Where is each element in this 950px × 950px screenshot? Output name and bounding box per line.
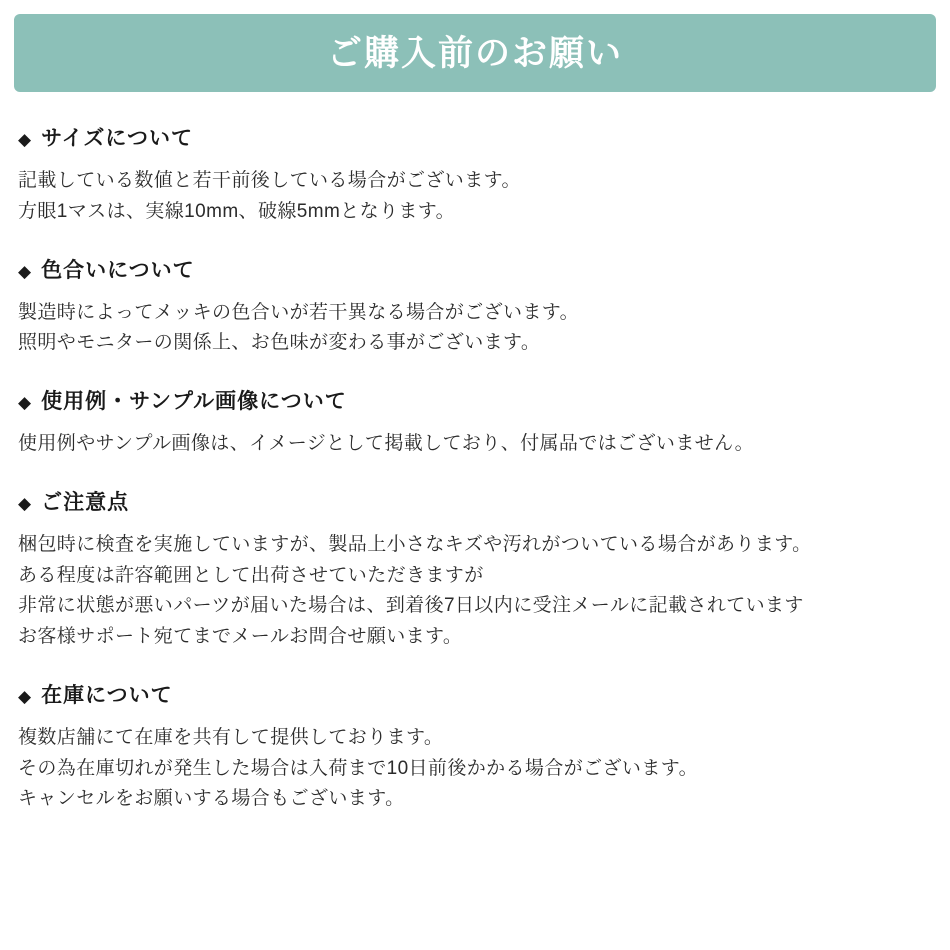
body-line: 方眼1マスは、実線10mm、破線5mmとなります。 [18, 200, 456, 222]
section-heading [18, 486, 932, 516]
diamond-bullet-icon: ◆ [18, 493, 33, 513]
body-line: その為在庫切れが発生した場合は入荷まで10日前後かかる場合がございます。 [18, 757, 699, 779]
body-line: 照明やモニターの関係上、お色味が変わる事がございます。 [18, 332, 541, 354]
diamond-bullet-icon: ◆ [18, 393, 33, 413]
body-line: 使用例やサンプル画像は、イメージとして掲載しており、付属品ではございません。 [18, 433, 755, 455]
section-heading-label: ご注意点 [41, 490, 130, 514]
section-heading [18, 385, 932, 415]
body-line: お客様サポート宛てまでメールお問合せ願います。 [18, 626, 463, 648]
body-line: 非常に状態が悪いパーツが届いた場合は、到着後7日以内に受注メールに記載されています [18, 595, 804, 617]
body-line: 梱包時に検査を実施していますが、製品上小さなキズや汚れがついている場合があります。 [18, 533, 812, 555]
body-line: 複数店舗にて在庫を共有して提供しております。 [18, 726, 444, 748]
section-size [18, 122, 932, 228]
section-heading [18, 254, 932, 284]
section-heading-label: 在庫について [41, 683, 173, 707]
section-heading-label: 色合いについて [41, 258, 195, 282]
section-sample-images [18, 385, 932, 460]
section-heading-label: 使用例・サンプル画像について [41, 390, 347, 414]
section-stock [18, 679, 932, 815]
section-heading-label: サイズについて [41, 127, 193, 150]
diamond-bullet-icon: ◆ [18, 130, 33, 149]
page-banner [14, 14, 936, 92]
section-body [18, 530, 932, 653]
section-heading [18, 122, 932, 152]
page-title: ご購入前のお願い [326, 33, 623, 73]
section-body [18, 429, 932, 460]
section-body [18, 166, 932, 228]
section-body [18, 723, 932, 815]
section-body [18, 298, 932, 360]
diamond-bullet-icon: ◆ [18, 686, 33, 706]
body-line: 記載している数値と若干前後している場合がございます。 [18, 170, 521, 191]
section-color [18, 254, 932, 360]
body-line: ある程度は許容範囲として出荷させていただきますが [18, 564, 484, 586]
section-heading [18, 679, 932, 709]
body-line: キャンセルをお願いする場合もございます。 [18, 788, 405, 810]
body-line: 製造時によってメッキの色合いが若干異なる場合がございます。 [18, 301, 580, 323]
section-cautions [18, 486, 932, 653]
notice-content [14, 122, 936, 815]
diamond-bullet-icon: ◆ [18, 261, 33, 281]
